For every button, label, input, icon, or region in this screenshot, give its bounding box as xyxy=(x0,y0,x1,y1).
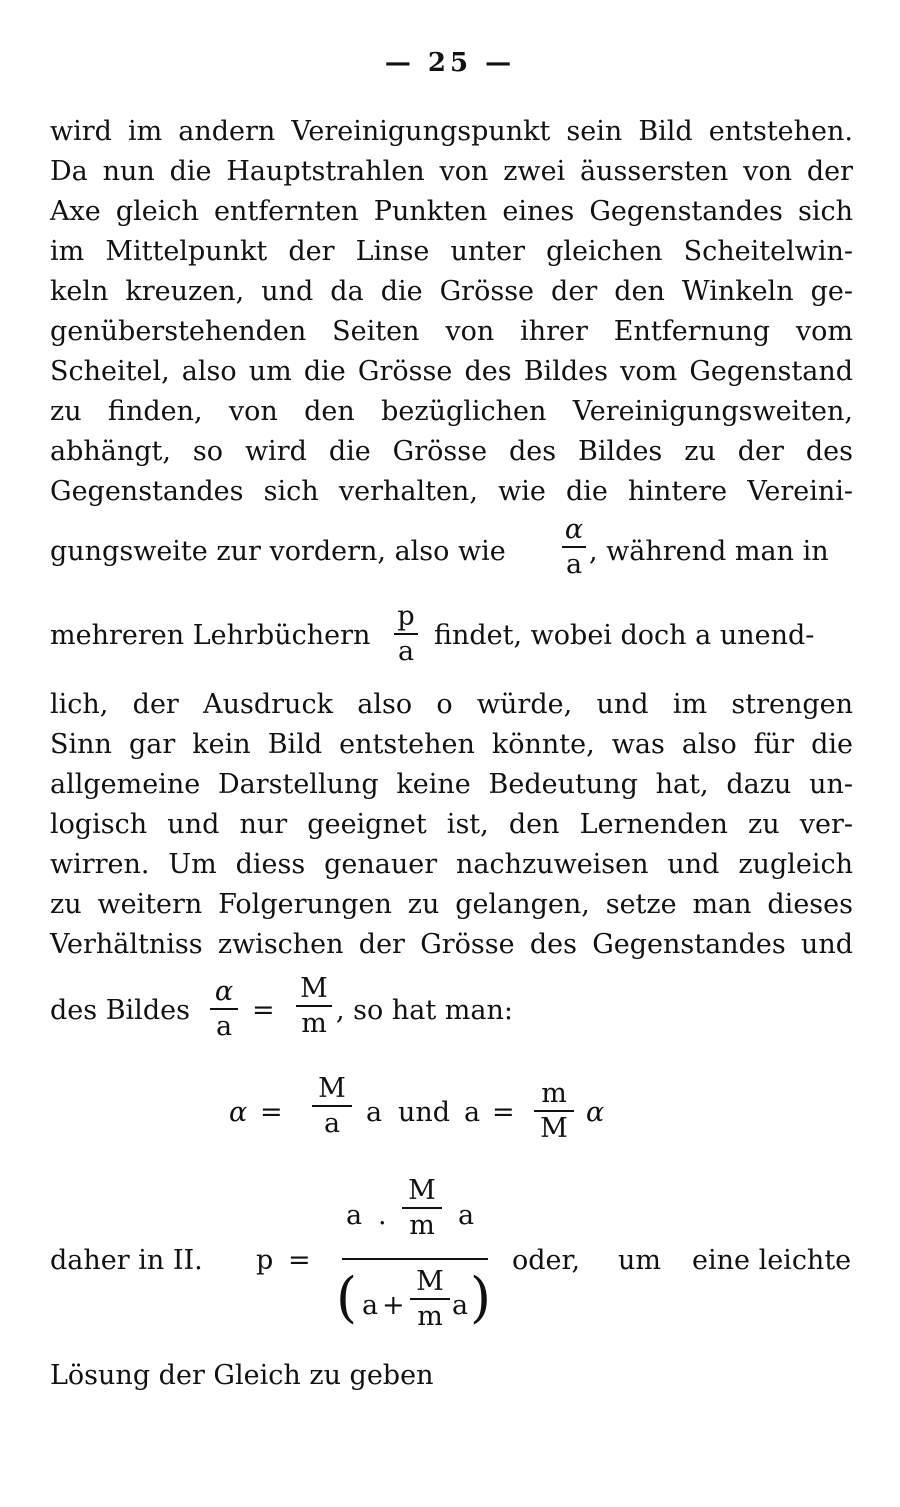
final-text-line: Lösung der Gleich zu geben xyxy=(50,1360,434,1391)
text-line-gungsweite-before: gungsweite zur vordern, also wie xyxy=(50,536,506,567)
fraction-numerator: M xyxy=(408,1175,436,1206)
fraction-M-over-a xyxy=(312,1075,352,1137)
fraction-bar xyxy=(394,633,418,635)
text-line: Scheitel, also um die Grösse des Bildes vom Gegenstand xyxy=(50,356,853,387)
text-daher: daher in II. xyxy=(50,1245,203,1276)
fraction-numerator: m xyxy=(541,1078,567,1109)
fraction-m-over-M xyxy=(534,1080,574,1142)
left-paren: ( xyxy=(336,1266,358,1329)
fraction-M-over-m xyxy=(410,1268,450,1330)
text-line: Verhältniss zwischen der Grösse des Gegenstandes und xyxy=(50,929,853,960)
text-line: allgemeine Darstellung keine Bedeutung hat, dazu un- xyxy=(50,769,853,800)
fraction-denominator: m xyxy=(301,1008,327,1039)
fraction-bar xyxy=(312,1105,352,1107)
eq-alpha: α xyxy=(229,1097,248,1128)
fraction-bar xyxy=(210,1008,238,1010)
paragraph-2 xyxy=(50,685,853,965)
paragraph-1 xyxy=(50,112,853,512)
page-number: — 25 — xyxy=(384,48,516,78)
fraction-numerator: p xyxy=(397,601,415,632)
num-dot: . xyxy=(378,1200,387,1231)
den-tail-a: a xyxy=(452,1290,469,1321)
main-fraction-bar xyxy=(342,1258,488,1260)
equals-sign: = xyxy=(492,1097,515,1128)
eq-p: p xyxy=(256,1245,274,1276)
equals-sign: = xyxy=(252,995,275,1026)
fraction-numerator: M xyxy=(318,1073,346,1104)
fraction-denominator: a xyxy=(397,636,415,667)
equals-sign: = xyxy=(288,1245,311,1276)
text-line: Axe gleich entfernten Punkten eines Gegenstandes sich xyxy=(50,196,853,227)
text-line-mehreren-before: mehreren Lehrbüchern xyxy=(50,620,371,651)
text-line: zu finden, von den bezüglichen Vereinigungsweiten, xyxy=(50,396,853,427)
text-line: im Mittelpunkt der Linse unter gleichen Scheitelwin- xyxy=(50,236,853,267)
equals-sign: = xyxy=(260,1097,283,1128)
text-eine-leichte: eine leichte xyxy=(692,1245,852,1276)
text-line-gungsweite-after: , während man in xyxy=(589,536,829,567)
fraction-alpha-over-a xyxy=(562,516,586,578)
fraction-bar xyxy=(562,546,586,548)
fraction-bar xyxy=(296,1005,332,1007)
text-um: um xyxy=(618,1245,661,1276)
text-line: lich, der Ausdruck also o würde, und im strengen xyxy=(50,689,853,720)
den-plus: + xyxy=(382,1290,405,1321)
fraction-numerator: M xyxy=(416,1266,444,1297)
fraction-denominator: M xyxy=(540,1113,568,1144)
text-line: Sinn gar kein Bild entstehen könnte, was also für die xyxy=(50,729,853,760)
num-tail-a: a xyxy=(458,1200,475,1231)
right-paren: ) xyxy=(470,1266,492,1329)
text-line: keln kreuzen, und da die Grösse der den Winkeln ge- xyxy=(50,276,853,307)
text-line: wirren. Um diess genauer nachzuweisen und zugleich xyxy=(50,849,853,880)
eq-und: und xyxy=(398,1097,451,1128)
eq-a: a xyxy=(464,1097,481,1128)
eq-a: a xyxy=(366,1097,383,1128)
fraction-numerator: α xyxy=(214,976,234,1007)
text-line: genüberstehenden Seiten von ihrer Entfernung vom xyxy=(50,316,853,347)
text-line-des-bildes-after: , so hat man: xyxy=(336,995,513,1026)
eq-alpha: α xyxy=(586,1097,605,1128)
text-line-mehreren-after: findet, wobei doch a unend- xyxy=(434,620,815,651)
fraction-M-over-m xyxy=(296,975,332,1037)
fraction-denominator: a xyxy=(565,549,583,580)
fraction-M-over-m xyxy=(402,1177,442,1239)
fraction-p-over-a xyxy=(394,603,418,665)
text-line: logisch und nur geeignet ist, den Lernenden zu ver- xyxy=(50,809,853,840)
fraction-denominator: a xyxy=(323,1108,341,1139)
den-a: a xyxy=(362,1290,379,1321)
text-line: abhängt, so wird die Grösse des Bildes zu der des xyxy=(50,436,853,467)
fraction-denominator: m xyxy=(409,1210,435,1241)
fraction-numerator: α xyxy=(564,514,584,545)
num-a: a xyxy=(346,1200,363,1231)
fraction-bar xyxy=(534,1110,574,1112)
text-line: Da nun die Hauptstrahlen von zwei äussersten von der xyxy=(50,156,853,187)
text-line: Gegenstandes sich verhalten, wie die hintere Vereini- xyxy=(50,476,853,507)
fraction-numerator: M xyxy=(300,973,328,1004)
fraction-bar xyxy=(410,1298,450,1300)
text-oder: oder, xyxy=(512,1245,581,1276)
text-line: zu weitern Folgerungen zu gelangen, setze man dieses xyxy=(50,889,853,920)
text-line: wird im andern Vereinigungspunkt sein Bild entstehen. xyxy=(50,116,853,147)
text-line-des-bildes-before: des Bildes xyxy=(50,995,190,1026)
fraction-denominator: m xyxy=(417,1301,443,1332)
fraction-denominator: a xyxy=(215,1011,233,1042)
fraction-alpha-over-a xyxy=(210,978,238,1040)
fraction-bar xyxy=(402,1207,442,1209)
